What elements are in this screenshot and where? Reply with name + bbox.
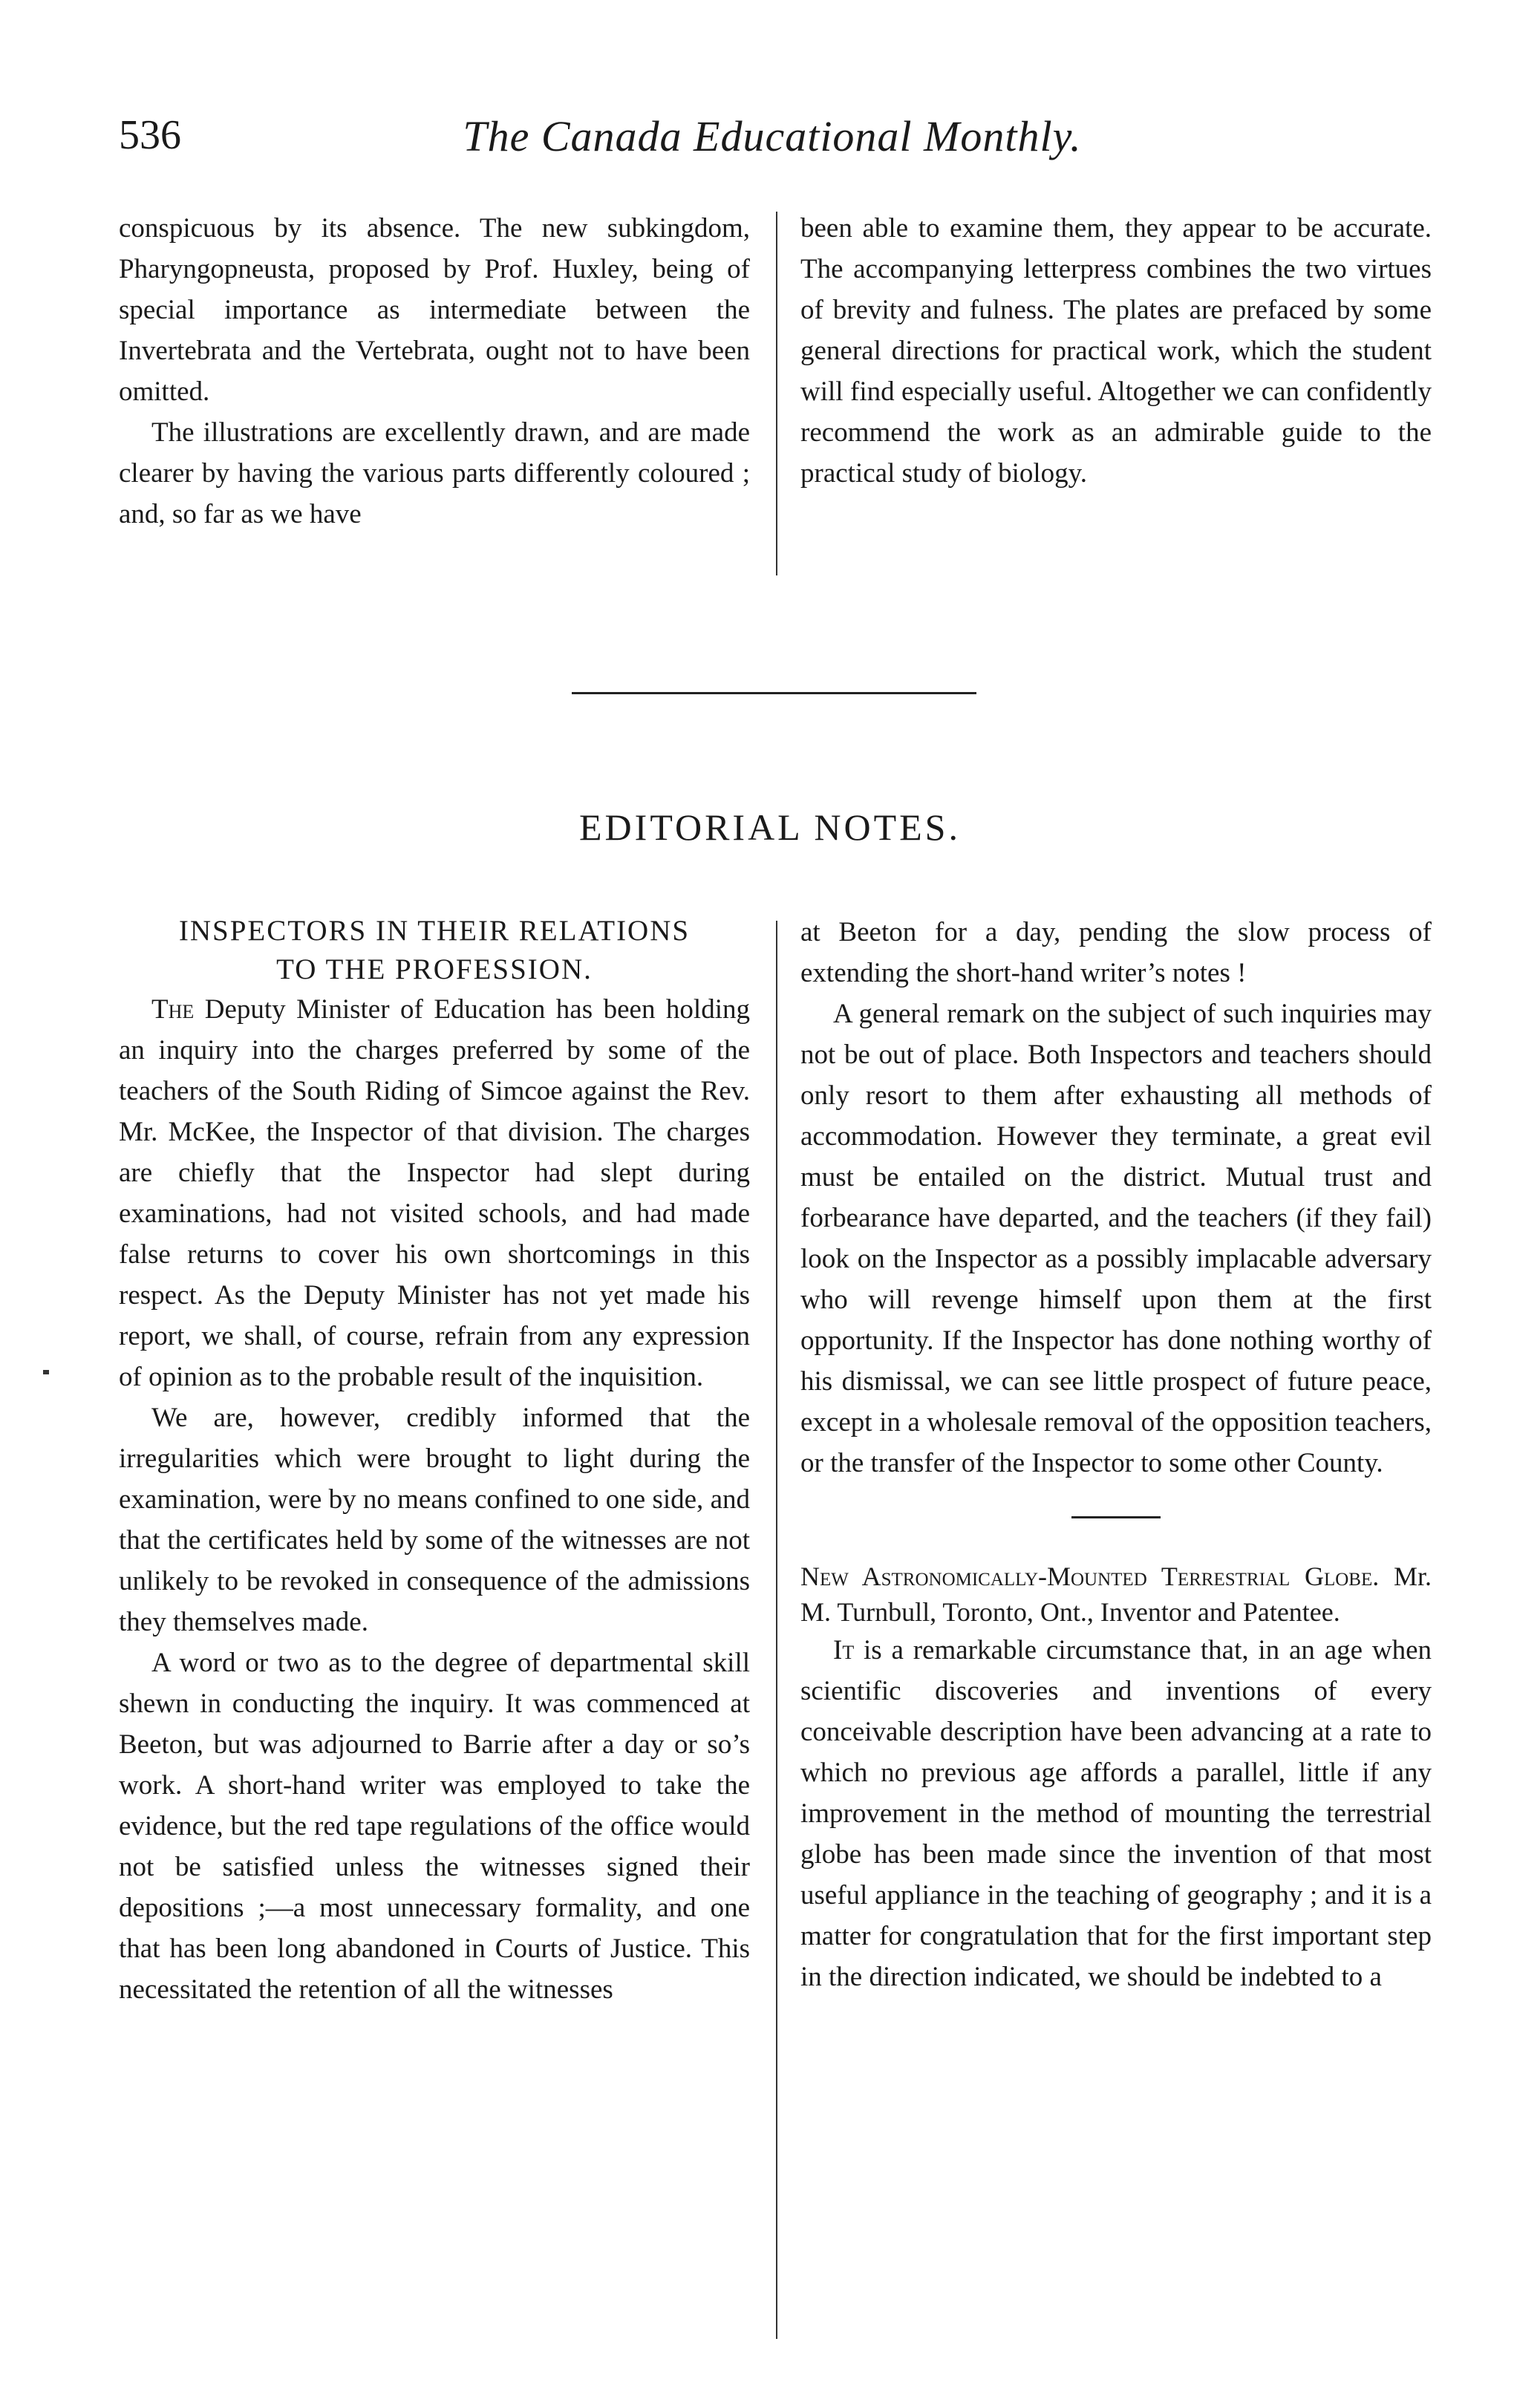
paragraph-text: is a remarkable circumstance that, in an age when scientific discoveries and inventions of every conceivable description have been advancing at a rate to which no previous age affords a parallel, little if any improvement in the method of mounting the terrestrial globe has been made since the invention of that most useful appliance in the teaching of geography ; and it is a matter for congratulation that for the first important step in the direction indicated, we should be indebted to a <box>800 1635 1432 1992</box>
page-number: 536 <box>119 112 181 158</box>
top-column-divider <box>776 212 777 575</box>
column-divider <box>776 921 777 2339</box>
paragraph <box>119 989 750 1397</box>
paragraph: A general remark on the subject of such inquiries may not be out of place. Both Inspectors and teachers should only resort to them after exhausting all methods of accommodation. However they terminate, a great evil must be entailed on the district. Mutual trust and forbearance have departed, and the teachers (if they fail) look on the Inspector as a possibly implacable adversary who will revenge himself upon them at the first opportunity. If the Inspector has done nothing worthy of his dismissal, we can see little prospect of future peace, except in a wholesale removal of the opposition teachers, or the transfer of the Inspector to some other County. <box>800 999 1432 1478</box>
paragraph-text: Deputy Minister of Education has been holding an inquiry into the charges preferred by some of the teachers of the South Riding of Simcoe against the Rev. Mr. McKee, the Inspector of that division. The charges are chiefly that the Inspector had slept during examinations, had not visited schools, and had made false returns to cover his own shortcomings in this respect. As the Deputy Minister has not yet made his report, we shall, of course, refrain from any expression of opinion as to the probable result of the inquisition. <box>119 994 750 1392</box>
section-divider <box>572 692 976 694</box>
running-title: The Canada Educational Monthly. <box>463 112 1082 160</box>
right-column <box>800 912 1432 1997</box>
subsection-divider <box>1071 1516 1161 1518</box>
page-header <box>119 111 1426 171</box>
paragraph: been able to examine them, they appear to be accurate. The accompanying letterpress combines the two virtues of brevity and fulness. The plates are prefaced by some general directions for practical work, which the student will find especially useful. Altogether we can confidently recommend the work as an admirable guide to the practical study of biology. <box>800 213 1432 489</box>
paragraph: We are, however, credibly informed that the irregularities which were brought to light during the examination, were by no means confined to one side, and that the certificates held by some of the witnesses are not unlikely to be revoked in consequence of the admissions they themselves made. <box>119 1403 750 1637</box>
section-heading-line: TO THE PROFESSION. <box>276 953 593 985</box>
paragraph <box>800 1630 1432 1997</box>
paragraph: A word or two as to the degree of departmental skill shewn in conducting the inquiry. It was commenced at Beeton, but was adjourned to Barrie after a day or so’s work. A short-hand writer was employed to take the evidence, but the red tape regulations of the office would not be satisfied unless the witnesses signed their depositions ;—a most unnecessary formality, and one that has been long abandoned in Courts of Justice. This necessitated the retention of all the witnesses <box>119 1648 750 2005</box>
paragraph: conspicuous by its absence. The new subkingdom, Pharyngopneusta, proposed by Prof. Huxley, being of special importance as intermediate between the Invertebrata and the Vertebrata, ought not to have been omitted. <box>119 213 750 407</box>
lead-word: It <box>833 1635 855 1665</box>
paragraph: The illustrations are excellently drawn, and are made clearer by having the various parts differently coloured ; and, so far as we have <box>119 417 750 529</box>
subsection-heading <box>800 1559 1432 1630</box>
lead-word: The <box>151 994 195 1025</box>
top-left-column <box>119 208 750 535</box>
editorial-notes-title: EDITORIAL NOTES. <box>579 806 961 848</box>
left-column <box>119 912 750 2010</box>
top-right-column <box>800 208 1432 494</box>
subsection-heading-rest: Mr. M. Turnbull, Toronto, Ont., Inventor and Patentee. <box>800 1562 1432 1627</box>
section-heading <box>119 912 750 989</box>
subsection-heading-title: New Astronomically-Mounted Terrestrial Globe. <box>800 1562 1380 1591</box>
section-heading-line: INSPECTORS IN THEIR RELATIONS <box>178 915 691 947</box>
paragraph: at Beeton for a day, pending the slow process of extending the short-hand writer’s notes ! <box>800 917 1432 988</box>
margin-mark <box>43 1370 49 1374</box>
